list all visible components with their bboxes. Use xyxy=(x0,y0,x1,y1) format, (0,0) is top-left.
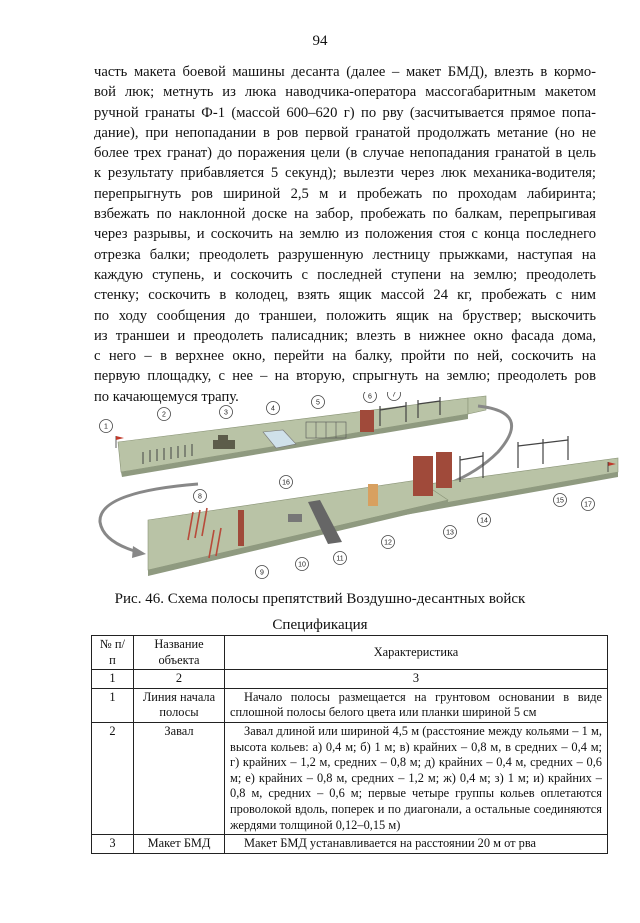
colnum-3: 3 xyxy=(225,670,608,689)
table-row xyxy=(92,835,608,854)
diagram-marker-11 xyxy=(334,552,347,565)
svg-text:8: 8 xyxy=(198,493,202,501)
diagram-marker-16 xyxy=(280,476,293,489)
svg-text:14: 14 xyxy=(480,517,488,525)
diagram-marker-12 xyxy=(382,536,395,549)
diagram-marker-4 xyxy=(267,402,280,415)
diagram-marker-10 xyxy=(296,558,309,571)
svg-text:5: 5 xyxy=(316,399,320,407)
svg-text:17: 17 xyxy=(584,501,592,509)
diagram-marker-9 xyxy=(256,566,269,579)
header-characteristic: Характеристика xyxy=(225,636,608,670)
diagram-marker-8 xyxy=(194,490,207,503)
body-line: через разрывы, и соскочить на землю из положения стоя с конца последнего xyxy=(94,226,596,243)
body-line: стенку; соскочить в колодец, взять ящик массой 24 кг, пробежать с ним xyxy=(94,287,596,304)
page-number: 94 xyxy=(312,33,328,49)
colnum-1: 1 xyxy=(92,670,134,689)
colnum-2: 2 xyxy=(134,670,225,689)
row-object-name: Завал xyxy=(134,722,225,834)
body-line: взбежать по наклонной доске на забор, пробежать по балкам, перепрыгивая xyxy=(94,206,596,223)
body-line: первую площадку, с нее – на вторую, спрыгнуть на землю; преодолеть ров xyxy=(94,368,596,385)
header-number: № п/п xyxy=(92,636,134,670)
diagram-marker-15 xyxy=(554,494,567,507)
diagram-marker-6 xyxy=(364,392,377,403)
row-object-name: Макет БМД xyxy=(134,835,225,854)
table-row xyxy=(92,722,608,834)
svg-text:11: 11 xyxy=(336,555,344,563)
svg-text:2: 2 xyxy=(162,411,166,419)
svg-text:12: 12 xyxy=(384,539,392,547)
diagram-marker-7 xyxy=(388,392,401,401)
body-line: вой люк; метнуть из люка наводчика-оператора массогабаритным макетом xyxy=(94,84,596,101)
table-row xyxy=(92,688,608,722)
body-line: по ходу сообщения до траншеи, положить ящик на бруствер; выскочить xyxy=(94,307,596,324)
diagram-marker-3 xyxy=(220,406,233,419)
diagram-marker-13 xyxy=(444,526,457,539)
svg-text:6: 6 xyxy=(368,393,372,401)
row-number: 2 xyxy=(92,722,134,834)
body-line: дание), при непопадании в ров первой гранатой продолжать метание (но не xyxy=(94,124,596,141)
svg-text:10: 10 xyxy=(298,561,306,569)
diagram-marker-5 xyxy=(312,396,325,409)
body-line: часть макета боевой машины десанта (далее – макет БМД), влезть в кормо- xyxy=(94,64,596,80)
body-line: ручной гранаты Ф-1 (массой 600–620 г) по рву (засчитывается прямое попа- xyxy=(94,104,596,121)
specification-table xyxy=(91,635,608,854)
svg-text:1: 1 xyxy=(104,423,108,431)
diagram-marker-2 xyxy=(158,408,171,421)
body-line: с него – в верхнее окно, перейти на балку, пройти по ней, соскочить на xyxy=(94,348,596,365)
row-number: 3 xyxy=(92,835,134,854)
spec-title: Спецификация xyxy=(272,617,368,633)
body-line: по качающемуся трапу. xyxy=(94,388,239,405)
svg-text:4: 4 xyxy=(271,405,275,413)
table-header-row xyxy=(92,636,608,670)
svg-text:13: 13 xyxy=(446,529,454,537)
diagram-marker-17 xyxy=(582,498,595,511)
body-line: перепрыгнуть ров шириной 2,5 м и пробежать по проходам лабиринта; xyxy=(94,185,596,202)
body-line: отрезка балки; преодолеть разрушенную лестницу прыжками, наступая на xyxy=(94,246,596,263)
diagram-marker-1 xyxy=(100,420,113,433)
header-object-name: Название объекта xyxy=(134,636,225,670)
row-characteristic: Завал длиной или шириной 4,5 м (расстояние между кольями – 1 м, высота кольев: а) 0,4 м; б) 1 м; в) крайних – 0,8 м, в средних – 0,4 м; г) крайних – 1,2 м, средних – 0,8 м; д) крайних – 0,4 м, средних – 0,6 м; е) крайних – 0,8 м, средних – 1,2 м; ж) 0,4 м; з) 1 м; и) крайних – 0,8 м, средних – 0,6 м; первые четыре группы кольев оплетаются проволокой вдоль, поперек и по диагонали, а остальные соединяются жердями толщиной 0,12–0,15 м) xyxy=(225,722,608,834)
table-colnum-row xyxy=(92,670,608,689)
obstacle-course-diagram xyxy=(88,392,620,588)
body-line: из траншеи и преодолеть палисадник; влезть в нижнее окно фасада дома, xyxy=(94,327,596,344)
svg-text:16: 16 xyxy=(282,479,290,487)
svg-text:3: 3 xyxy=(224,409,228,417)
body-line: каждую ступень, и соскочить с последней ступени на землю; преодолеть xyxy=(94,266,596,283)
body-line: более трех гранат) до поражения цели (в случае непопадания гранатой в цель xyxy=(94,145,596,162)
row-characteristic: Макет БМД устанавливается на расстоянии 20 м от рва xyxy=(225,835,608,854)
body-text xyxy=(94,62,596,407)
row-number: 1 xyxy=(92,688,134,722)
diagram-marker-14 xyxy=(478,514,491,527)
svg-text:15: 15 xyxy=(556,497,564,505)
body-line: к результату прибавляется 5 секунд); вылезти через люк механика-водителя; xyxy=(94,165,596,182)
row-object-name: Линия начала полосы xyxy=(134,688,225,722)
svg-text:7: 7 xyxy=(392,392,396,399)
figure-caption: Рис. 46. Схема полосы препятствий Воздушно-десантных войск xyxy=(114,591,526,607)
svg-text:9: 9 xyxy=(260,569,264,577)
row-characteristic: Начало полосы размещается на грунтовом основании в виде сплошной полосы белого цвета или планки шириной 5 см xyxy=(225,688,608,722)
